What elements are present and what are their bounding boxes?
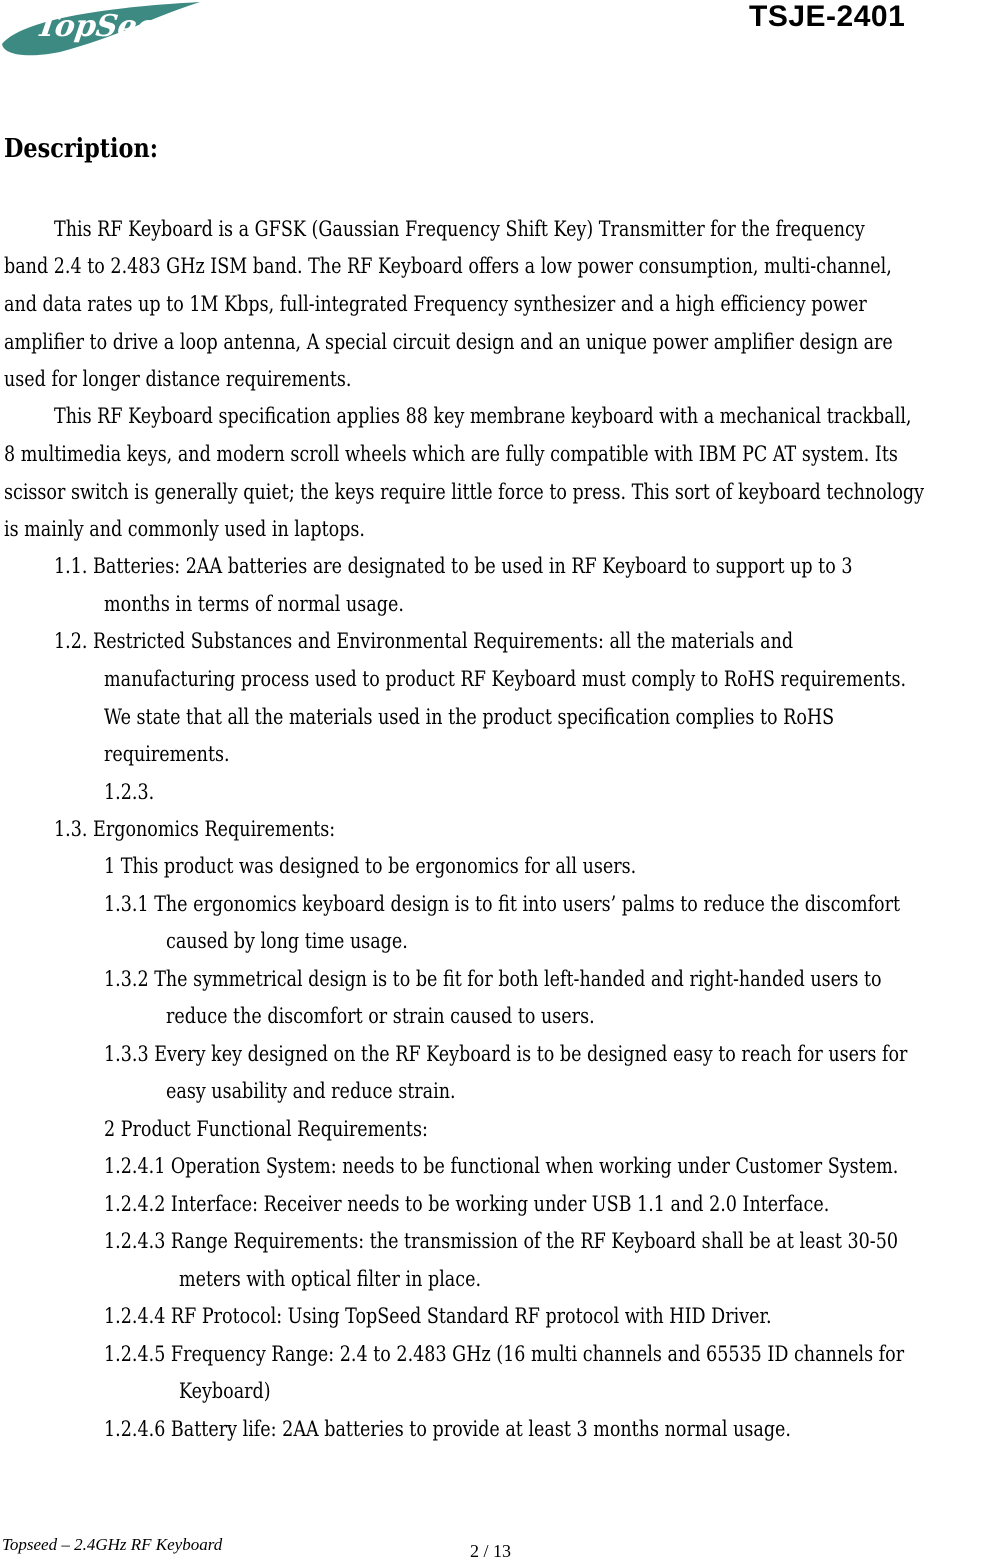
list-item: 1.2.4.4 RF Protocol: Using TopSeed Standard RF protocol with HID Driver. bbox=[104, 1304, 772, 1328]
list-item: 1.2.4.6 Battery life: 2AA batteries to provide at least 3 months normal usage. bbox=[104, 1417, 792, 1441]
list-item: 1.3.2 The symmetrical design is to be fit for both left-handed and right-handed users to bbox=[104, 967, 882, 991]
text-line: easy usability and reduce strain. bbox=[166, 1079, 456, 1103]
list-item: 1.3.3 Every key designed on the RF Keyboard is to be designed easy to reach for users for bbox=[104, 1042, 908, 1066]
document-code: TSJE-2401 bbox=[749, 0, 906, 33]
footer-document-name: Topseed – 2.4GHz RF Keyboard bbox=[2, 1535, 223, 1554]
text-line: This RF Keyboard specification applies 88 key membrane keyboard with a mechanical trackball, bbox=[54, 404, 912, 428]
text-line: scissor switch is generally quiet; the keys require little force to press. This sort of keyboard technology bbox=[4, 480, 925, 504]
list-item: 1 This product was designed to be ergonomics for all users. bbox=[104, 854, 637, 878]
list-item: 1.3.1 The ergonomics keyboard design is to fit into users’ palms to reduce the discomfort bbox=[104, 892, 901, 916]
list-item: 1.2.4.2 Interface: Receiver needs to be working under USB 1.1 and 2.0 Interface. bbox=[104, 1192, 830, 1216]
text-line: 8 multimedia keys, and modern scroll wheels which are fully compatible with IBM PC AT system. Its bbox=[4, 442, 898, 466]
text-line: We state that all the materials used in the product specification complies to RoHS bbox=[104, 705, 835, 729]
svg-text:TopSeed: TopSeed bbox=[33, 9, 180, 44]
text-line: amplifier to drive a loop antenna, A special circuit design and an unique power amplifier design are bbox=[4, 330, 893, 354]
text-line: and data rates up to 1M Kbps, full-integrated Frequency synthesizer and a high efficiency power bbox=[4, 292, 867, 316]
text-line: band 2.4 to 2.483 GHz ISM band. The RF Keyboard offers a low power consumption, multi-channel, bbox=[4, 254, 892, 278]
text-line: months in terms of normal usage. bbox=[104, 592, 404, 616]
list-item: 1.2.3. bbox=[104, 780, 155, 804]
text-line: is mainly and commonly used in laptops. bbox=[4, 517, 366, 541]
text-line: caused by long time usage. bbox=[166, 929, 408, 953]
list-item: 1.2. Restricted Substances and Environmental Requirements: all the materials and bbox=[54, 629, 794, 653]
text-line: meters with optical filter in place. bbox=[179, 1267, 482, 1291]
list-item: 1.1. Batteries: 2AA batteries are designated to be used in RF Keyboard to support up to 3 bbox=[54, 554, 853, 578]
list-item: 1.3. Ergonomics Requirements: bbox=[54, 817, 336, 841]
list-item: 1.2.4.3 Range Requirements: the transmission of the RF Keyboard shall be at least 30-50 bbox=[104, 1229, 899, 1253]
text-line: reduce the discomfort or strain caused to users. bbox=[166, 1004, 595, 1028]
list-item: 1.2.4.5 Frequency Range: 2.4 to 2.483 GHz (16 multi channels and 65535 ID channels for bbox=[104, 1342, 905, 1366]
text-line: This RF Keyboard is a GFSK (Gaussian Frequency Shift Key) Transmitter for the frequency bbox=[54, 217, 865, 241]
text-line: manufacturing process used to product RF Keyboard must comply to RoHS requirements. bbox=[104, 667, 907, 691]
text-line: Keyboard) bbox=[179, 1379, 271, 1403]
list-item: 1.2.4.1 Operation System: needs to be functional when working under Customer System. bbox=[104, 1154, 899, 1178]
text-line: used for longer distance requirements. bbox=[4, 367, 352, 391]
text-line: requirements. bbox=[104, 742, 230, 766]
page-number: 2 / 13 bbox=[470, 1541, 512, 1561]
list-item: 2 Product Functional Requirements: bbox=[104, 1117, 428, 1141]
topseed-logo bbox=[0, 0, 205, 60]
section-title: Description: bbox=[4, 134, 158, 164]
